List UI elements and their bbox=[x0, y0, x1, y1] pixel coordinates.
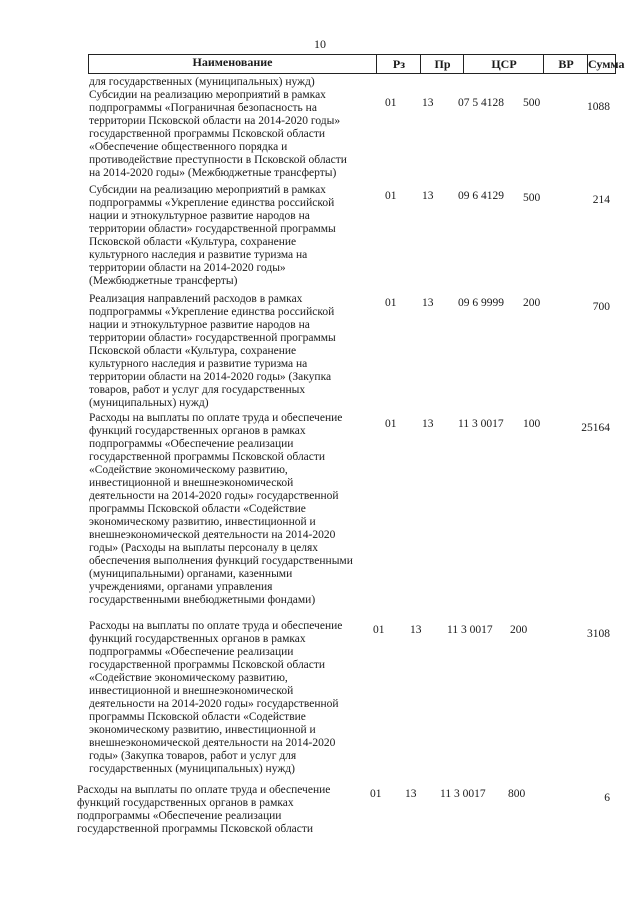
continuation-text: для государственных (муниципальных) нужд) bbox=[89, 76, 315, 88]
row-name: Субсидии на реализацию мероприятий в рамках подпрограммы «Укрепление единства российской нации и этнокультурное развитие народов на территории области» государственной программы Псковской области «Культура, сохранение культурного наследия и развитие туризма на территории области на 2014-2020 годы» (Межбюджетные трансферты) bbox=[89, 184, 336, 287]
row-pr: 13 bbox=[422, 418, 434, 430]
row-vr: 100 bbox=[523, 418, 541, 430]
row-pr: 13 bbox=[410, 624, 422, 636]
row-csr: 11 3 0017 bbox=[458, 418, 504, 430]
row-vr: 500 bbox=[523, 192, 541, 204]
row-sum: 6 bbox=[604, 792, 610, 804]
row-vr: 200 bbox=[510, 624, 528, 636]
row-csr: 11 3 0017 bbox=[447, 624, 493, 636]
row-pr: 13 bbox=[422, 97, 434, 109]
row-name: Расходы на выплаты по оплате труда и обеспечение функций государственных органов в рамках подпрограммы «Обеспечение реализации государственной программы Псковской области bbox=[77, 784, 331, 835]
page-number: 10 bbox=[314, 37, 326, 51]
row-rz: 01 bbox=[370, 788, 382, 800]
row-csr: 07 5 4128 bbox=[458, 97, 504, 109]
row-rz: 01 bbox=[373, 624, 385, 636]
header-sum: Сумма bbox=[588, 57, 625, 71]
header-csr: ЦСР bbox=[463, 55, 544, 73]
row-name: Расходы на выплаты по оплате труда и обеспечение функций государственных органов в рамках подпрограммы «Обеспечение реализации государственной программы Псковской области «Содействие экономическому развитию, инвестиционной и внешнеэкономической деятельности на 2014-2020 годы» государственной программы Псковской области «Содействие экономическому развитию, инвестиционной и внешнеэкономической деятельности на 2014-2020 годы» (Закупка товаров, работ и услуг для государственных (муниципальных) нужд) bbox=[89, 620, 343, 775]
row-pr: 13 bbox=[405, 788, 417, 800]
row-vr: 200 bbox=[523, 297, 541, 309]
row-rz: 01 bbox=[385, 190, 397, 202]
row-sum: 700 bbox=[592, 301, 610, 313]
row-vr: 800 bbox=[508, 788, 526, 800]
row-vr: 500 bbox=[523, 97, 541, 109]
header-vr: ВР bbox=[543, 55, 588, 73]
row-csr: 09 6 4129 bbox=[458, 190, 504, 202]
header-pr: Пр bbox=[420, 55, 464, 73]
row-sum: 214 bbox=[592, 194, 610, 206]
row-name: Субсидии на реализацию мероприятий в рамках подпрограммы «Пограничная безопасность на территории Псковской области на 2014-2020 годы» государственной программы Псковской области «Обеспечение общественного порядка и противодействие преступности в Псковской области на 2014-2020 годы» (Межбюджетные трансферты) bbox=[89, 89, 347, 179]
table-header bbox=[88, 54, 625, 74]
row-pr: 13 bbox=[422, 297, 434, 309]
header-rz: Рз bbox=[376, 55, 421, 73]
row-rz: 01 bbox=[385, 418, 397, 430]
row-pr: 13 bbox=[422, 190, 434, 202]
row-sum: 3108 bbox=[587, 628, 610, 640]
row-name: Реализация направлений расходов в рамках подпрограммы «Укрепление единства российской нации и этнокультурное развитие народов на территории области» государственной программы Псковской области «Культура, сохранение культурного наследия и развитие туризма на территории области на 2014-2020 годы» (Закупка товаров, работ и услуг для государственных (муниципальных) нужд) bbox=[89, 293, 336, 409]
row-csr: 09 6 9999 bbox=[458, 297, 504, 309]
row-rz: 01 bbox=[385, 97, 397, 109]
row-sum: 25164 bbox=[581, 422, 610, 434]
row-sum: 1088 bbox=[587, 101, 610, 113]
row-csr: 11 3 0017 bbox=[440, 788, 486, 800]
row-name: Расходы на выплаты по оплате труда и обеспечение функций государственных органов в рамках подпрограммы «Обеспечение реализации государственной программы Псковской области «Содействие экономическому развитию, инвестиционной и внешнеэкономической деятельности на 2014-2020 годы» государственной программы Псковской области «Содействие экономическому развитию, инвестиционной и внешнеэкономической деятельности на 2014-2020 годы» (Расходы на выплаты персоналу в целях обеспечения выполнения функций государственными (муниципальными) органами, казенными учреждениями, органами управления государственными внебюджетными фондами) bbox=[89, 412, 353, 606]
row-rz: 01 bbox=[385, 297, 397, 309]
header-name: Наименование bbox=[192, 55, 273, 69]
